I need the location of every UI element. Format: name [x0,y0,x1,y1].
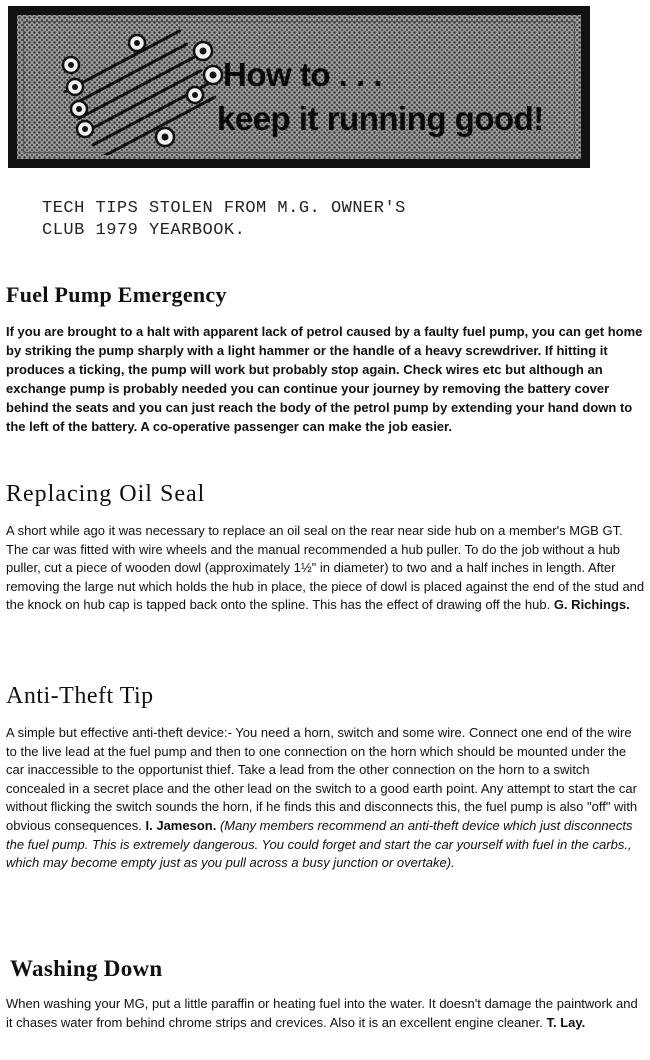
header-banner [8,6,590,168]
banner-title-line2: keep it running good! [217,100,544,137]
section-heading: Fuel Pump Emergency [6,282,227,307]
section-heading: Anti-Theft Tip [6,683,154,709]
banner-title-line1: How to . . . [223,56,382,93]
banner-title [217,53,544,141]
section-body: A simple but effective anti-theft device:- You need a horn, switch and some wire. Connect one end of the wire to the live lead at the fuel pump and then to one connection on the horn which should be mounted under the car inaccessible to the opportunist thief. Take a lead from the other connection on the horn to a switch concealed in a secret place and the other lead on the switch to a good earth point. Any attempt to start the car without flicking the switch sounds the horn, if he finds this and disconnects this, the fuel pump is also "off" with obvious consequences. [6,725,638,833]
wrench-bundle-icon [53,25,233,155]
section-body-paragraph [6,522,646,615]
source-note-line2: CLUB 1979 YEARBOOK. [42,221,246,240]
source-note [42,198,406,242]
section-replacing-oil-seal [6,481,646,615]
section-washing-down [6,956,646,1032]
section-anti-theft-tip [6,683,646,873]
section-fuel-pump-emergency [6,282,646,436]
banner-screen [14,12,584,162]
section-body-paragraph [6,995,646,1032]
author-signature: I. Jameson. [145,817,217,833]
section-heading: Washing Down [10,956,163,981]
source-note-line1: TECH TIPS STOLEN FROM M.G. OWNER'S [42,199,406,218]
section-body: A short while ago it was necessary to replace an oil seal on the rear near side hub on a member's MGB GT. The car was fitted with wire wheels and the manual recommended a hub puller. To do the job without a hub puller, cut a piece of wooden dowl (approximately 1½" in diameter) to two and a half inches in length. After removing the large nut which holds the hub in place, the piece of dowl is placed against the end of the stud and the knock on hub cap is tapped back onto the spline. This has the effect of drawing off the hub. [6,523,645,613]
section-body: When washing your MG, put a little paraffin or heating fuel into the water. It doesn't damage the paintwork and it chases water from behind chrome strips and crevices. Also it is an excellent engine cleaner. [6,996,638,1030]
editor-note: (Many members recommend an anti-theft device which just disconnects the fuel pump. This is extremely dangerous. You could forget and start the car yourself with fuel in the carbs., which may become empty just as you pull across a busy junction or overtake). [6,817,633,871]
section-body-paragraph [6,724,646,873]
author-signature: G. Richings. [553,597,630,613]
author-signature: T. Lay. [546,1014,586,1030]
section-heading: Replacing Oil Seal [6,481,206,507]
section-body: If you are brought to a halt with apparent lack of petrol caused by a faulty fuel pump, you can get home by striking the pump sharply with a light hammer or the handle of a heavy screwdriver. If hitting it produces a ticking, the pump will work but probably stop again. Check wires etc but although an exchange pump is probably needed you can continue your journey by removing the battery cover behind the seats and you can just reach the body of the petrol pump by extending your hand down to the left of the battery. A co-operative passenger can make the job easier. [6,324,643,434]
